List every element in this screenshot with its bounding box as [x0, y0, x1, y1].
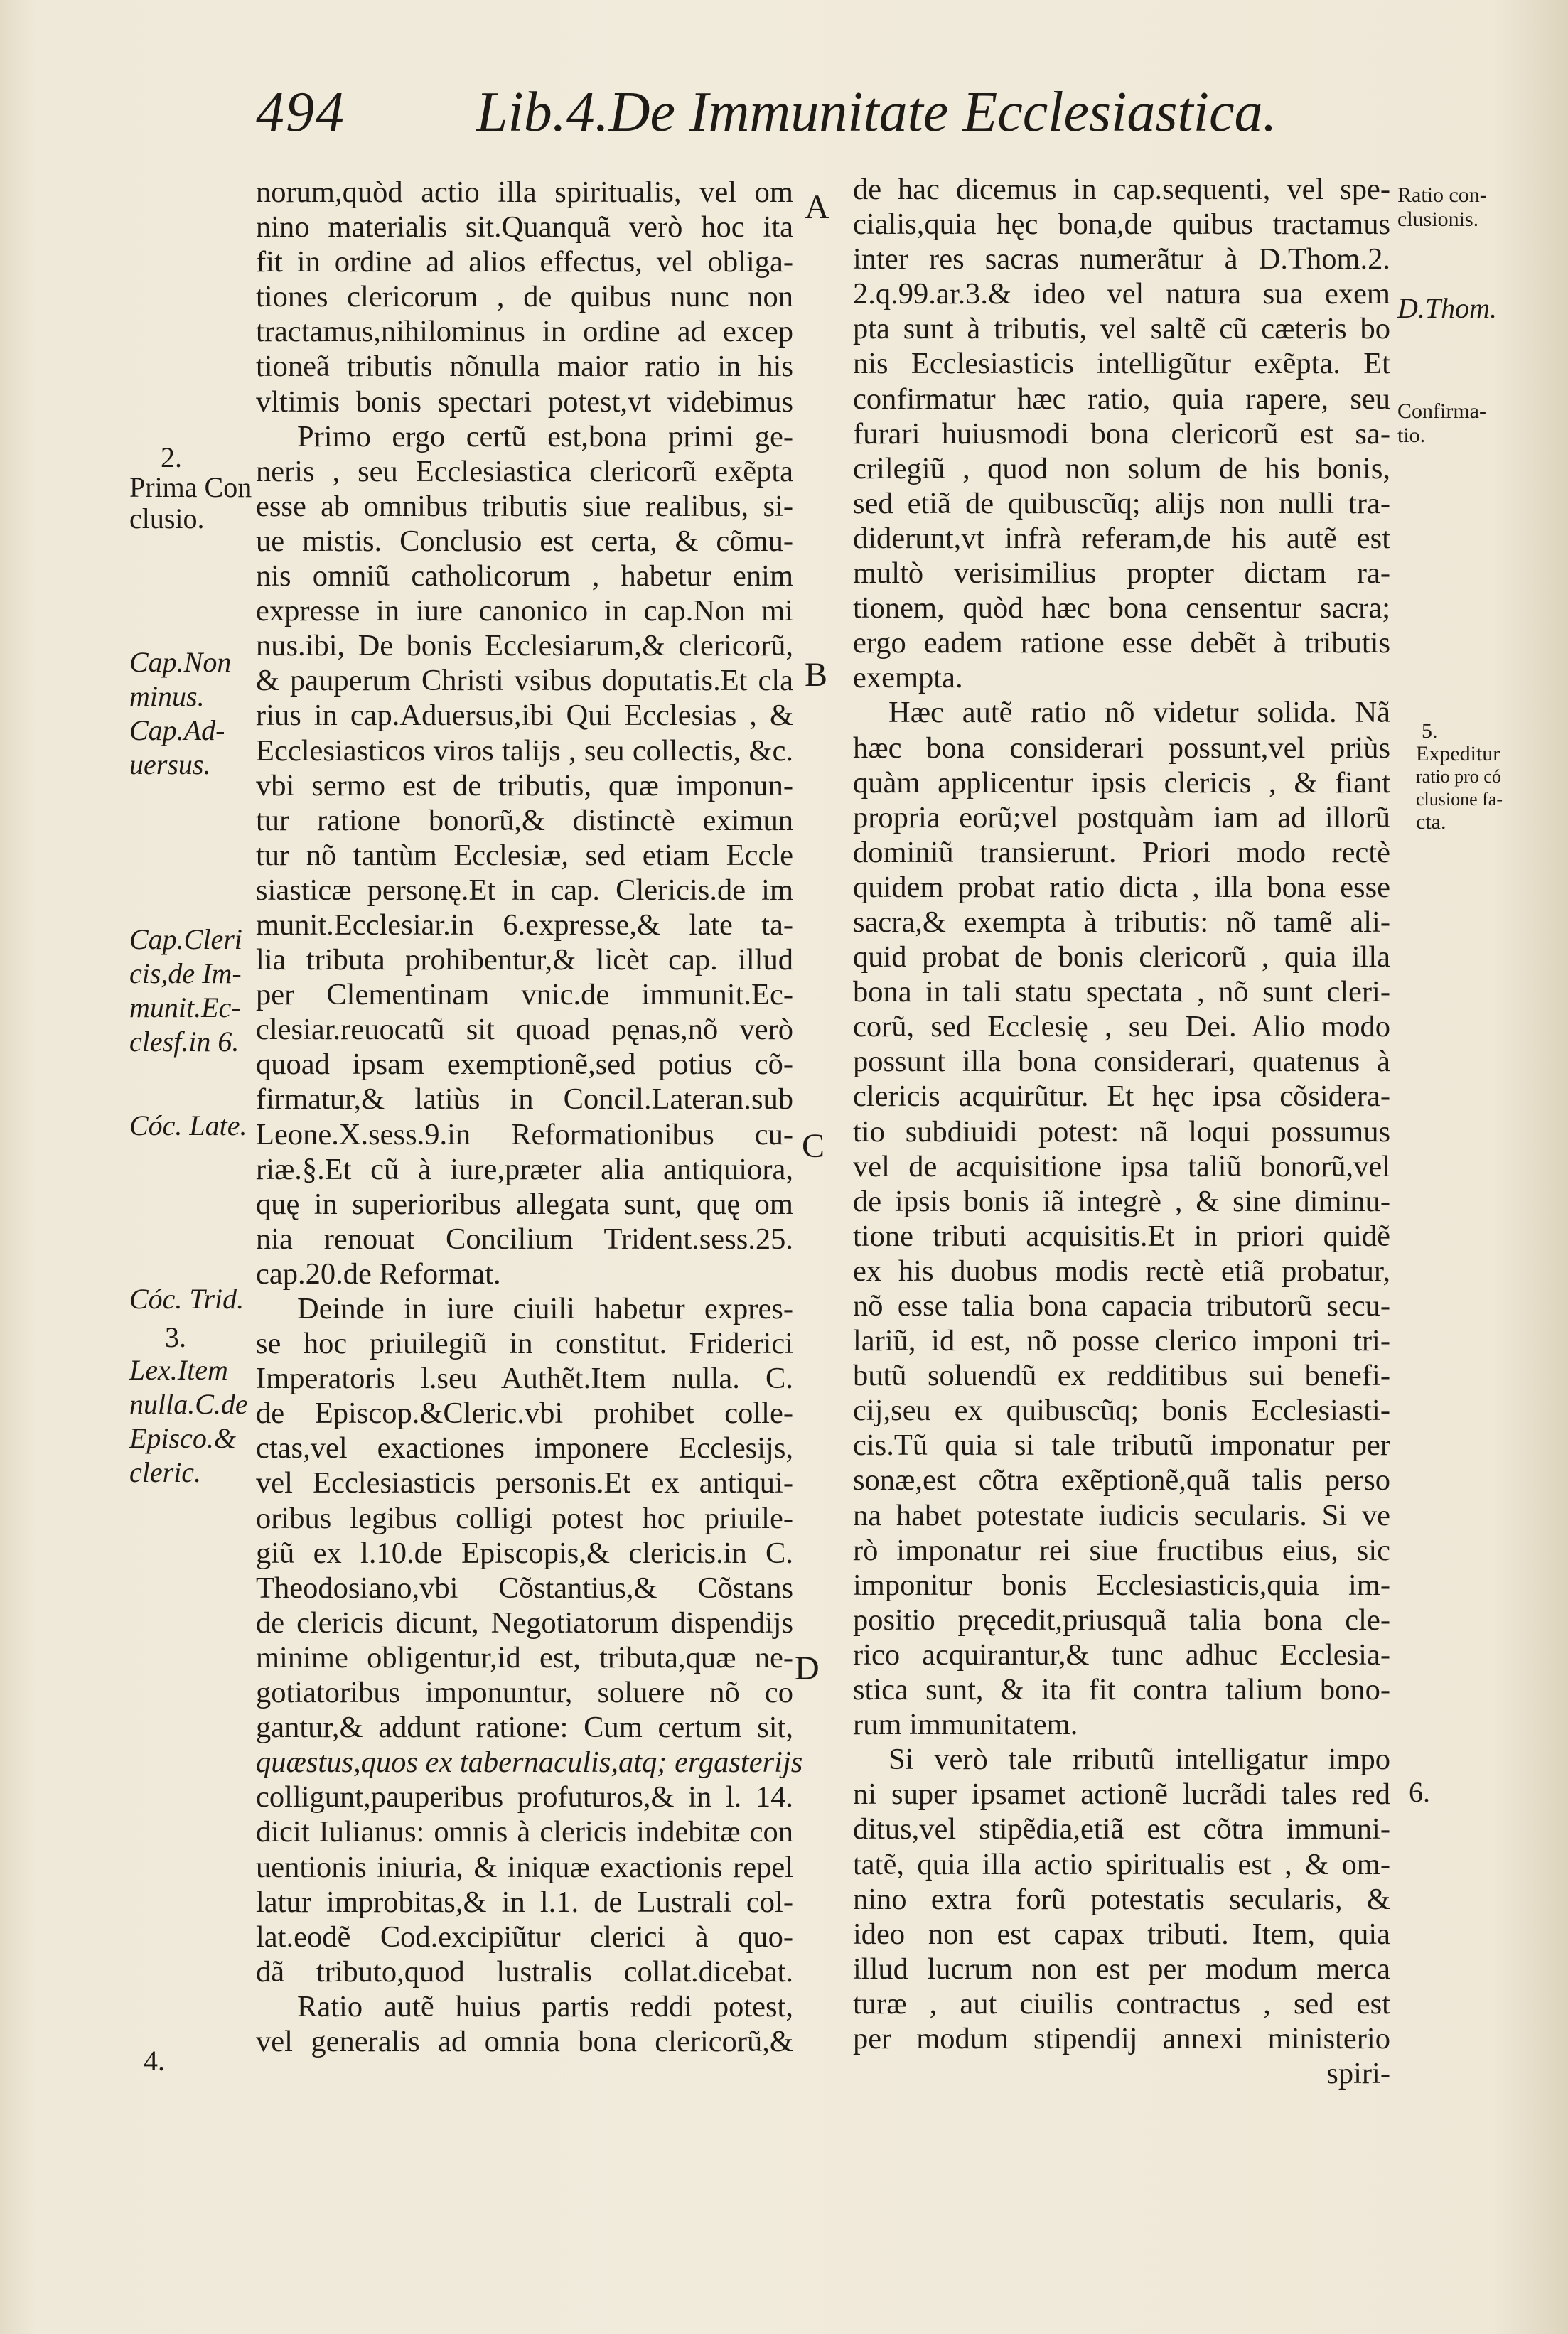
text-line: dã tributo,quod lustralis collat.dicebat. — [256, 1954, 793, 1989]
text-line: Primo ergo certũ est,bona primi ge- — [297, 419, 793, 453]
section-letter-b: B — [805, 656, 828, 694]
text-line: Leone.X.sess.9.in Reformationibus cu- — [256, 1117, 793, 1151]
margin-note: Ratio con- — [1397, 183, 1487, 207]
text-line: Imperatoris l.seu Authẽt.Item nulla. C. — [256, 1362, 793, 1396]
text-line: ergo eadem ratione esse debẽt à tributis — [853, 626, 1390, 660]
text-line: nia renouat Concilium Trident.sess.25. — [256, 1222, 793, 1256]
text-line: rò imponatur rei siue fructibus eius, sic — [853, 1533, 1390, 1567]
margin-note: ratio pro có — [1416, 766, 1501, 787]
text-line: diderunt,vt infrà referam,de his autẽ est — [853, 521, 1390, 555]
text-line: sed etiã de quibuscũq; alijs non nulli tra- — [853, 486, 1390, 520]
text-line: stica sunt, & ita fit contra talium bono- — [853, 1673, 1390, 1707]
text-line: lat.eodẽ Cod.excipiũtur clerici à quo- — [256, 1920, 793, 1954]
text-line: tur ratione bonorũ,& distinctè eximun — [256, 803, 793, 837]
text-line: nus.ibi, De bonis Ecclesiarum,& clericorũ, — [256, 629, 793, 663]
text-line: tioneã tributis nõnulla maior ratio in his — [256, 350, 793, 384]
text-line: quidem probat ratio dicta , illa bona esse — [853, 870, 1390, 904]
text-line: firmatur,& latiùs in Concil.Lateran.sub — [256, 1082, 793, 1117]
margin-note: Cap.Ad- — [129, 714, 225, 746]
margin-note: Cap.Non — [129, 646, 232, 678]
text-line: minime obligentur,id est, tributa,quæ ne- — [256, 1640, 793, 1674]
text-line: nis Ecclesiasticis intelligũtur exẽpta. Et — [853, 347, 1390, 381]
margin-note: tio. — [1397, 424, 1426, 447]
margin-note: minus. — [129, 680, 205, 712]
margin-note: D.Thom. — [1397, 292, 1498, 324]
text-line: cap.20.de Reformat. — [256, 1257, 501, 1291]
margin-note: cis,de Im- — [129, 957, 242, 989]
margin-note: munit.Ec- — [129, 991, 241, 1023]
text-line: tiones clericorum , de quibus nunc non — [256, 280, 793, 314]
margin-note: Prima Con — [129, 471, 252, 503]
text-line: vel generalis ad omnia bona clericorũ,& — [256, 2024, 793, 2058]
text-line: gotiatoribus imponuntur, soluere nõ co — [256, 1676, 793, 1710]
text-line: riæ.§.Et cũ à iure,præter alia antiquiora, — [256, 1152, 793, 1186]
text-line: siasticæ personę.Et in cap. Clericis.de im — [256, 873, 793, 907]
margin-number: 4. — [144, 2045, 165, 2077]
right-text-column — [853, 172, 1390, 2091]
text-line: butũ soluendũ ex redditibus sui benefi- — [853, 1359, 1390, 1393]
text-line: corũ, sed Ecclesię , seu Dei. Alio modo — [853, 1010, 1390, 1044]
text-line: exempta. — [853, 661, 963, 695]
margin-number: 6. — [1409, 1776, 1430, 1808]
text-line: sonæ,est cõtra exẽptionẽ,quã talis perso — [853, 1463, 1390, 1497]
text-line: vltimis bonis spectari potest,vt videbimus — [256, 384, 793, 419]
text-line: inter res sacras numerãtur à D.Thom.2. — [853, 242, 1390, 276]
text-line: de hac dicemus in cap.sequenti, vel spe- — [853, 173, 1390, 206]
text-line: nis omniũ catholicorum , habetur enim — [256, 559, 793, 593]
text-line: per Clementinam vnic.de immunit.Ec- — [256, 978, 793, 1012]
text-line: propria eorũ;vel postquàm iam ad illorũ — [853, 800, 1390, 834]
text-line: dicit Iulianus: omnis à clericis indebitæ con — [256, 1815, 793, 1849]
text-line: na habet potestate iudicis secularis. Si ve — [853, 1498, 1390, 1532]
text-line: furari huiusmodi bona clericorũ est sa- — [853, 416, 1390, 451]
text-line: nino materialis sit.Quanquã verò hoc ita — [256, 210, 793, 244]
section-letter-d: D — [795, 1650, 820, 1687]
text-line: vel Ecclesiasticis personis.Et ex antiqui- — [256, 1466, 793, 1500]
text-line: positio pręcedit,priusquã talia bona cle- — [853, 1603, 1390, 1637]
text-line: neris , seu Ecclesiastica clericorũ exẽpta — [256, 454, 793, 488]
margin-note: clesf.in 6. — [129, 1026, 240, 1058]
section-letter-a: A — [805, 188, 829, 226]
margin-note: cta. — [1416, 810, 1446, 834]
text-line: sacra,& exempta à tributis: nõ tamẽ ali- — [853, 905, 1390, 939]
margin-note: clusione fa- — [1416, 789, 1503, 810]
text-line: vbi sermo est de tributis, quæ imponun- — [256, 768, 793, 802]
margin-number: 2. — [161, 441, 182, 473]
left-text-column — [256, 175, 803, 2059]
text-line: de ipsis bonis iã integrè , & sine diminu- — [853, 1184, 1390, 1218]
text-line: colligunt,pauperibus profuturos,& in l. 14. — [256, 1780, 793, 1814]
text-line: turæ , aut ciuilis contractus , sed est — [853, 1986, 1390, 2021]
margin-note: clusio. — [129, 502, 205, 534]
text-line: tur nõ tantùm Ecclesiæ, sed etiam Eccle — [256, 838, 793, 872]
text-line: rius in cap.Aduersus,ibi Qui Ecclesias , & — [256, 699, 793, 733]
catchword: spiri- — [1326, 2057, 1390, 2091]
text-line: tionem, quòd hæc bona censentur sacra; — [853, 591, 1390, 625]
text-line: Theodosiano,vbi Cõstantius,& Cõstans — [256, 1571, 793, 1605]
text-line: se hoc priuilegiũ in constitut. Friderici — [256, 1327, 793, 1361]
margin-note: clusionis. — [1397, 208, 1479, 231]
text-line: quàm applicentur ipsis clericis , & fiant — [853, 765, 1390, 800]
text-line: illud lucrum non est per modum merca — [853, 1952, 1390, 1986]
text-line: crilegiũ , quod non solum de his bonis, — [853, 451, 1390, 485]
text-line: imponitur bonis Ecclesiasticis,quia im- — [853, 1568, 1390, 1602]
text-line: gantur,& addunt ratione: Cum certum sit, — [256, 1711, 793, 1745]
margin-note: uersus. — [129, 748, 211, 780]
text-line: 2.q.99.ar.3.& ideo vel natura sua exem — [853, 277, 1390, 311]
section-letter-c: C — [802, 1127, 825, 1165]
text-line: confirmatur hæc ratio, quia rapere, seu — [853, 382, 1390, 416]
text-line: Deinde in iure ciuili habetur expres- — [297, 1292, 793, 1325]
text-line: nino extra forũ potestatis secularis, & — [853, 1882, 1390, 1916]
margin-note: Cóc. Late. — [129, 1109, 247, 1141]
margin-note: Episco.& — [129, 1422, 236, 1454]
text-line: hæc bona considerari possunt,vel priùs — [853, 731, 1390, 765]
text-line: & pauperum Christi vsibus doputatis.Et cla — [256, 664, 793, 698]
text-line: Hæc autẽ ratio nõ videtur solida. Nã — [888, 696, 1390, 730]
text-line: quid probat de bonis clericorũ , quia illa — [853, 940, 1390, 974]
margin-note: cleric. — [129, 1456, 202, 1488]
text-line: ue mistis. Conclusio est certa, & cõmu- — [256, 524, 793, 558]
text-line: giũ ex l.10.de Episcopis,& clericis.in C. — [256, 1536, 793, 1570]
text-line: cij,seu ex quibuscũq; bonis Ecclesiasti- — [853, 1394, 1390, 1428]
text-line: Ecclesiasticos viros talijs , seu collectis, &c. — [256, 733, 793, 768]
text-line: norum,quòd actio illa spiritualis, vel om — [256, 176, 793, 209]
text-line: esse ab omnibus tributis siue realibus, si- — [256, 489, 793, 523]
text-line: expresse in iure canonico in cap.Non mi — [256, 594, 793, 628]
margin-number: 5. — [1422, 719, 1438, 743]
text-line: dominiũ transierunt. Priori modo rectè — [853, 835, 1390, 869]
text-line: per modum stipendij annexi ministerio — [853, 2021, 1390, 2055]
page-number: 494 — [256, 81, 345, 144]
margin-note: Cap.Cleri — [129, 923, 242, 955]
text-line: rum immunitatem. — [853, 1708, 1078, 1742]
margin-number: 3. — [165, 1321, 186, 1353]
text-line: ditus,vel stipẽdia,etiã est cõtra immuni- — [853, 1812, 1390, 1846]
text-line: lia tributa prohibentur,& licèt cap. illud — [256, 943, 793, 977]
text-line: clesiar.reuocatũ sit quoad pęnas,nõ verò — [256, 1013, 793, 1047]
text-line: possunt illa bona considerari, quatenus à — [853, 1045, 1390, 1079]
running-title: Lib.4.De Immunitate Ecclesiastica. — [476, 81, 1277, 144]
text-line: vel de acquisitione ipsa taliũ bonorũ,vel — [853, 1149, 1390, 1183]
text-line: multò verisimilius propter dictam ra- — [853, 556, 1390, 591]
text-line: ctas,vel exactiones imponere Ecclesijs, — [256, 1431, 793, 1466]
text-line: quę in superioribus allegata sunt, quę om — [256, 1187, 793, 1221]
text-line: fit in ordine ad alios effectus, vel obliga- — [256, 245, 793, 279]
text-line: oribus legibus colligi potest hoc priuile- — [256, 1501, 793, 1535]
text-line: rico acquirantur,& tunc adhuc Ecclesia- — [853, 1637, 1390, 1672]
text-line: ideo non est capax tributi. Item, quia — [853, 1917, 1390, 1951]
text-line: ex his duobus modis rectè etiã probatur, — [853, 1254, 1390, 1288]
margin-note: Confirma- — [1397, 399, 1486, 423]
text-line: bona in tali statu spectata , nõ sunt cleri- — [853, 975, 1390, 1009]
margin-note: Lex.Item — [129, 1354, 228, 1386]
text-line: pta sunt à tributis, vel saltẽ cũ cæteris bo — [853, 312, 1390, 346]
text-line: cialis,quia hęc bona,de quibus tractamus — [853, 208, 1390, 242]
text-line: quoad ipsam exemptionẽ,sed potius cõ- — [256, 1048, 793, 1082]
text-line: Ratio autẽ huius partis reddi potest, — [297, 1989, 793, 2023]
text-line: clericis acquirũtur. Et hęc ipsa cõsidera- — [853, 1080, 1390, 1114]
text-line: tio subdiuidi potest: nã loqui possumus — [853, 1114, 1390, 1149]
text-line: tatẽ, quia illa actio spiritualis est , & om- — [853, 1847, 1390, 1881]
text-line: quæstus,quos ex tabernaculis,atq; ergasterijs — [256, 1746, 803, 1780]
text-line: de clericis dicunt, Negotiatorum dispendijs — [256, 1606, 793, 1640]
text-line: cis.Tũ quia si tale tributũ imponatur per — [853, 1429, 1390, 1463]
text-line: nõ esse talia bona capacia tributorũ secu- — [853, 1289, 1390, 1323]
text-line: Si verò tale rributũ intelligatur impo — [888, 1743, 1390, 1777]
text-line: lariũ, id est, nõ posse clerico imponi tri- — [853, 1324, 1390, 1358]
text-line: munit.Ecclesiar.in 6.expresse,& late ta- — [256, 908, 793, 942]
text-line: tione tributi acquisitis.Et in priori quidẽ — [853, 1219, 1390, 1253]
running-header — [256, 77, 1277, 148]
text-line: latur improbitas,& in l.1. de Lustrali col- — [256, 1885, 793, 1919]
text-line: de Episcop.&Cleric.vbi prohibet colle- — [256, 1397, 793, 1431]
margin-note: Cóc. Trid. — [129, 1283, 245, 1315]
text-line: uentionis iniuria, & iniquæ exactionis repel — [256, 1850, 793, 1884]
margin-note: Expeditur — [1416, 742, 1500, 765]
text-line: ni super ipsamet actionẽ lucrãdi tales red — [853, 1778, 1390, 1812]
margin-note: nulla.C.de — [129, 1388, 248, 1420]
text-line: tractamus,nihilominus in ordine ad excep — [256, 315, 793, 349]
